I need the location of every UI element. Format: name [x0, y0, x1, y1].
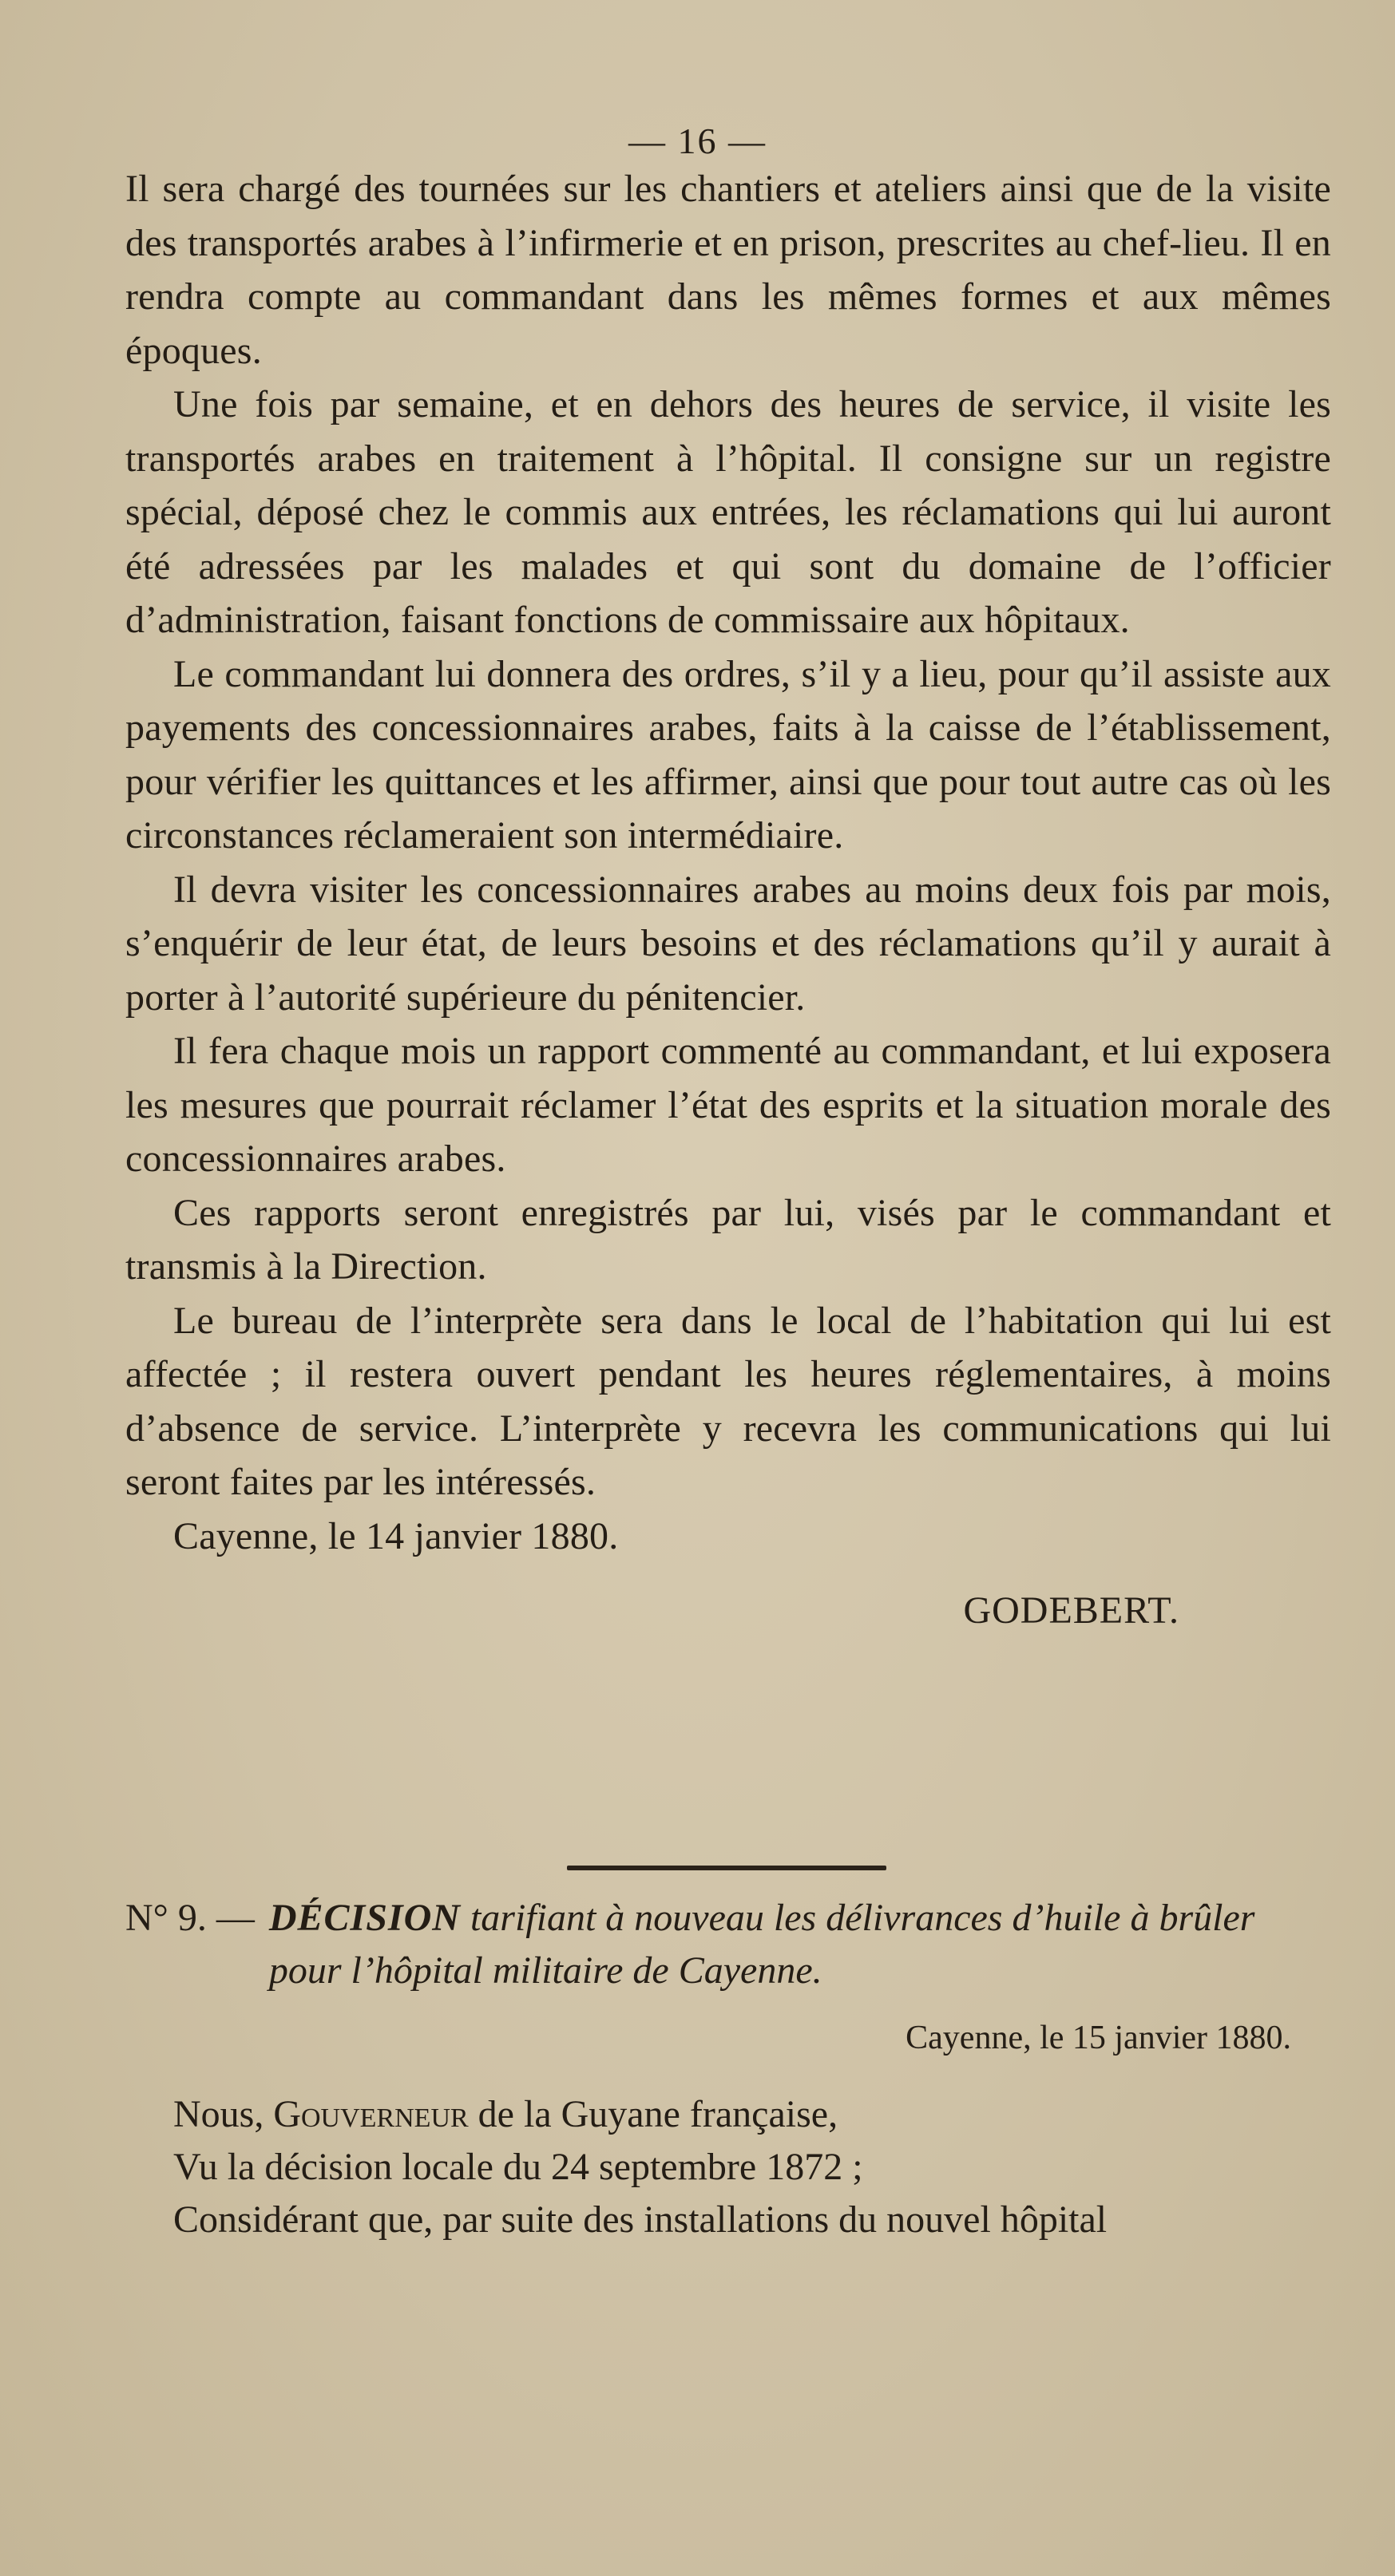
paragraph: Il fera chaque mois un rapport commenté au commandant, et lui exposera les mesures que pourrait réclamer l’état des esprits et la situation morale des concessionnaires arabes.: [125, 1030, 1331, 1180]
section-divider: [567, 1866, 886, 1870]
decision-number: N° 9. —: [125, 1897, 255, 1939]
decision-section: [125, 1892, 1331, 2246]
decision-title: [269, 1892, 1331, 1997]
page-number: — 16 —: [628, 121, 767, 161]
decision-heading: [125, 1892, 1331, 1997]
decision-title-rest: tarifiant à nouveau les délivrances d’huile à brûler pour l’hôpital militaire de Cayenne.: [268, 1897, 1255, 1992]
decree-vu: Vu la décision locale du 24 septembre 1872 ;: [173, 2146, 863, 2188]
decree-gouverneur: Gouverneur: [273, 2093, 469, 2135]
paragraph: Une fois par semaine, et en dehors des heures de service, il visite les transportés arabes en traitement à l’hôpital. Il consigne sur un registre spécial, déposé chez le commis aux entrées, les réclamations qui lui auront été adressées par les malades et qui sont du domaine de l’officier d’administration, faisant fonctions de commissaire aux hôpitaux.: [125, 383, 1331, 641]
decree-opening-rest: de la Guyane française,: [468, 2093, 838, 2135]
decree-nous: Nous,: [173, 2093, 264, 2135]
decree-opening: [125, 2088, 1331, 2141]
paragraph: Le commandant lui donnera des ordres, s’il y a lieu, pour qu’il assiste aux payements des concessionnaires arabes, faits à la caisse de l’établissement, pour vérifier les quittances et les affirmer, ainsi que pour tout autre cas où les circonstances réclameraient son intermédiaire.: [125, 652, 1331, 857]
article-body: [125, 162, 1331, 1638]
closing-date: Cayenne, le 14 janvier 1880.: [173, 1514, 619, 1557]
signature: GODEBERT.: [963, 1589, 1179, 1632]
paragraph: Ces rapports seront enregistrés par lui, visés par le commandant et transmis à la Direction.: [125, 1191, 1331, 1288]
decision-date: Cayenne, le 15 janvier 1880.: [906, 2020, 1291, 2056]
paragraph: Il sera chargé des tournées sur les chantiers et ateliers ainsi que de la visite des transportés arabes à l’infirmerie et en prison, prescrites au chef-lieu. Il en rendra compte au commandant dans les mêmes formes et aux mêmes époques.: [125, 168, 1331, 372]
decree-considerant: Considérant que, par suite des installations du nouvel hôpital: [173, 2198, 1108, 2241]
decree-body: [125, 2088, 1331, 2246]
paragraph: Le bureau de l’interprète sera dans le local de l’habitation qui lui est affectée ; il restera ouvert pendant les heures réglementaires, à moins d’absence de service. L’interprète y recevra les communications qui lui seront faites par les intéressés.: [125, 1299, 1331, 1503]
paragraph: Il devra visiter les concessionnaires arabes au moins deux fois par mois, s’enquérir de leur état, de leurs besoins et des réclamations qu’il y aurait à porter à l’autorité supérieure du pénitencier.: [125, 868, 1331, 1019]
decision-title-lead: DÉCISION: [268, 1897, 461, 1939]
